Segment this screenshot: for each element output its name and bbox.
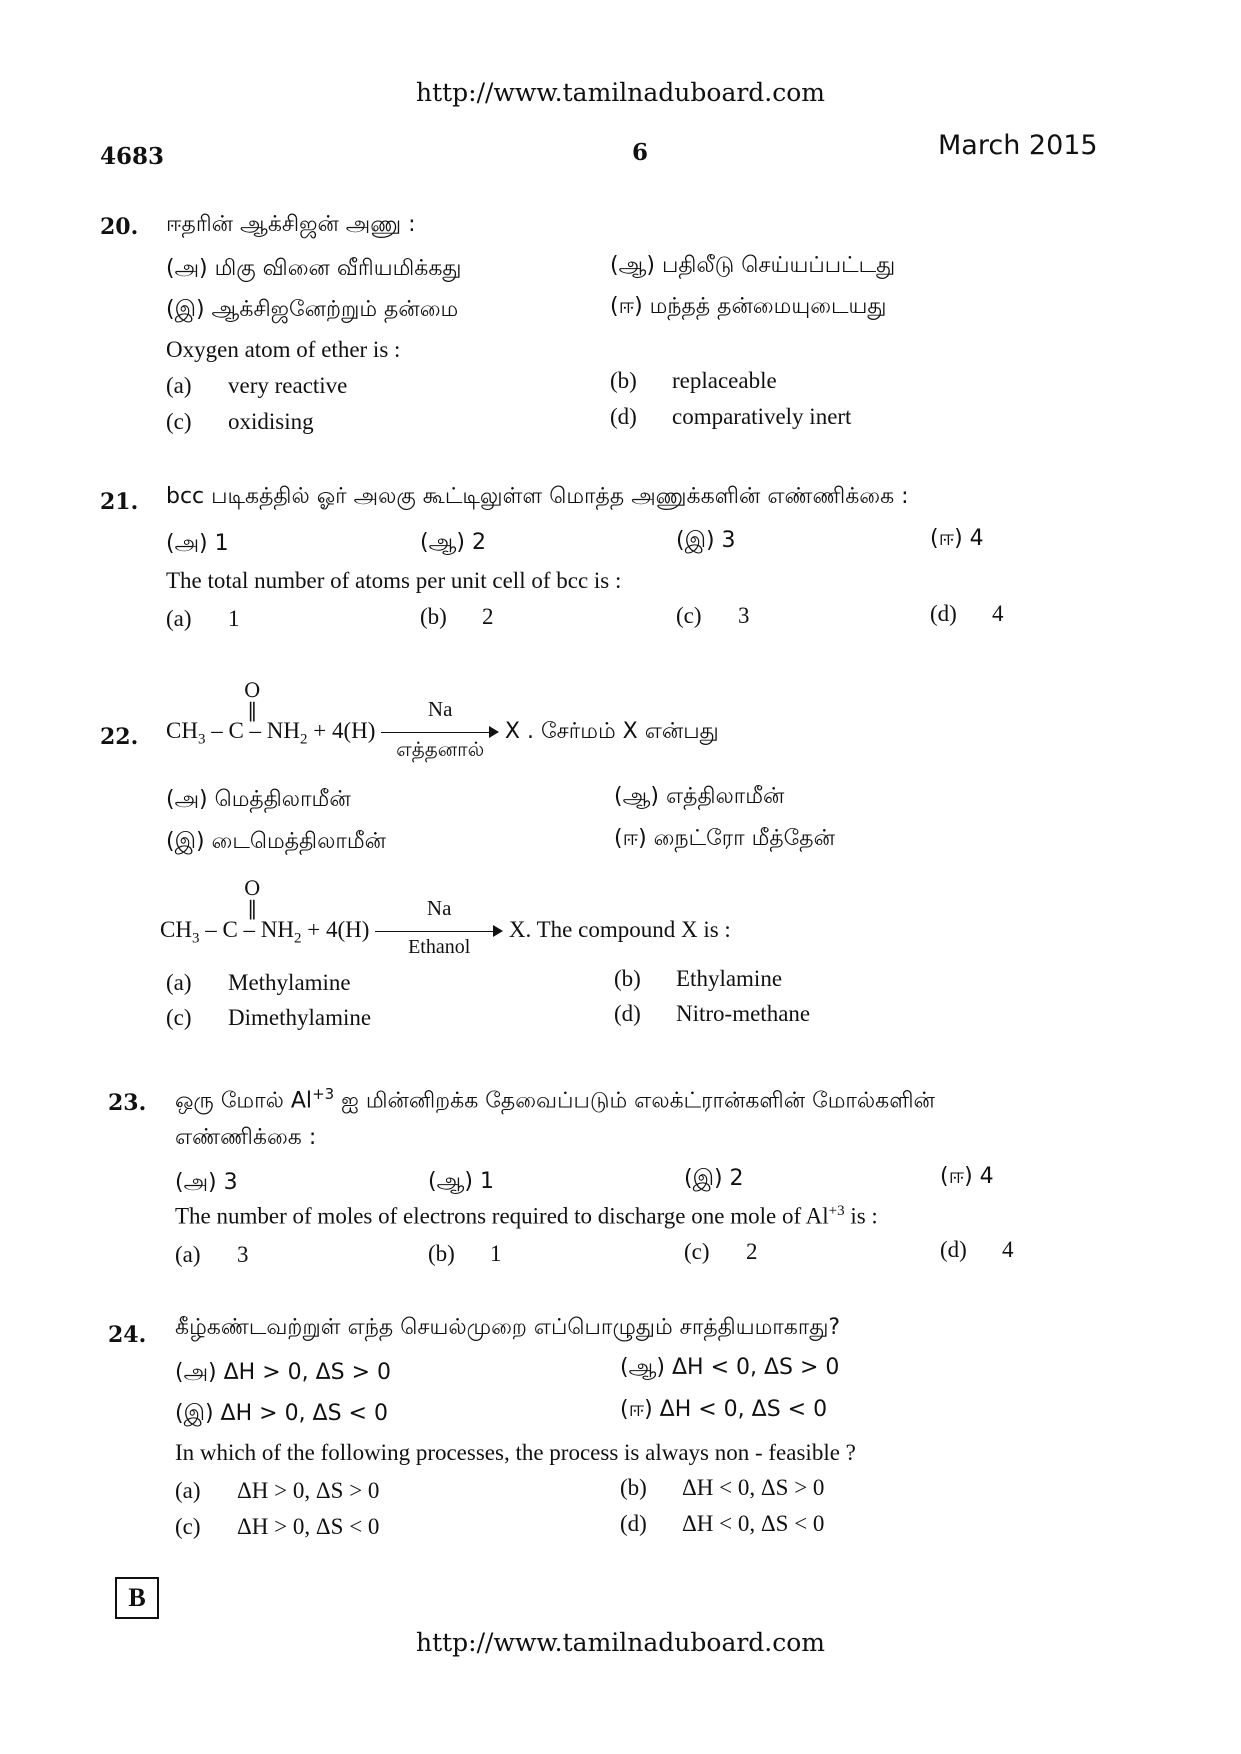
option-tamil-a: (அ) மிகு வினை வீரியமிக்கது	[166, 256, 462, 281]
option-b: (b) Ethylamine	[614, 966, 783, 991]
option-c: (c) 3	[676, 603, 750, 628]
option-tamil-b: (ஆ) எத்திலாமீன்	[614, 784, 785, 809]
option-tamil-d: (ஈ) ΔH < 0, ΔS < 0	[620, 1397, 828, 1422]
option-a: (a) 1	[166, 606, 240, 631]
bottom-url: http://www.tamilnaduboard.com	[415, 1628, 826, 1657]
question-text-tamil-line2: எண்ணிக்கை :	[175, 1125, 317, 1150]
option-tamil-b: (ஆ) ΔH < 0, ΔS > 0	[620, 1355, 840, 1380]
option-tamil-c: (இ) டைமெத்திலாமீன்	[166, 829, 386, 854]
option-c: (c) oxidising	[166, 409, 314, 434]
option-b: (b) 2	[420, 604, 494, 629]
option-c: (c) ΔH > 0, ΔS < 0	[175, 1514, 380, 1539]
question-text-tamil: கீழ்கண்டவற்றுள் எந்த செயல்முறை எப்பொழுதும் சாத்தியமாகாது?	[175, 1315, 841, 1340]
question-number: 22.	[100, 724, 139, 750]
option-tamil-d: (ஈ) மந்தத் தன்மையுடையது	[610, 294, 887, 319]
option-d: (d) 4	[940, 1237, 1014, 1262]
option-tamil-d: (ஈ) 4	[940, 1164, 994, 1189]
option-c: (c) Dimethylamine	[166, 1005, 372, 1030]
option-a: (a) ΔH > 0, ΔS > 0	[175, 1478, 380, 1503]
option-b: (b) ΔH < 0, ΔS > 0	[620, 1475, 825, 1500]
option-tamil-c: (இ) 3	[676, 528, 736, 553]
reaction-arrow: Na Ethanol	[375, 920, 503, 944]
option-tamil-c: (இ) 2	[684, 1166, 744, 1191]
question-text-english: Oxygen atom of ether is :	[166, 337, 401, 362]
booklet-version-box: B	[115, 1577, 159, 1619]
option-tamil-b: (ஆ) 1	[428, 1169, 494, 1194]
question-text-english: The number of moles of electrons required to discharge one mole of $Al^{+3}$ is :	[175, 1203, 878, 1229]
question-number: 21.	[100, 489, 139, 515]
option-b: (b) 1	[428, 1241, 502, 1266]
option-tamil-a: (அ) 1	[166, 531, 229, 556]
option-d: (d) Nitro-methane	[614, 1001, 811, 1026]
option-d: (d) ΔH < 0, ΔS < 0	[620, 1511, 825, 1536]
question-text-tamil: ஒரு மோல் $Al^{+3}$ ஐ மின்னிறக்க தேவைப்படும் எலக்ட்ரான்களின் மோல்களின்	[175, 1085, 935, 1114]
option-b: (b) replaceable	[610, 368, 777, 393]
question-text-english: In which of the following processes, the process is always non - feasible ?	[175, 1440, 856, 1465]
option-a: (a) very reactive	[166, 373, 348, 398]
reaction-equation-tamil: $CH_3 - C - NH_2 + 4(H)$ Na எத்தனால் X . சேர்மம் X என்பது	[166, 696, 719, 761]
question-text-tamil: ஈதரின் ஆக்சிஜன் அணு :	[166, 212, 416, 237]
option-tamil-c: (இ) ஆக்சிஜனேற்றும் தன்மை	[166, 297, 459, 322]
question-text-english: The total number of atoms per unit cell of bcc is :	[166, 568, 622, 593]
question-number: 23.	[108, 1090, 147, 1116]
option-a: (a) 3	[175, 1242, 249, 1267]
exam-session: March 2015	[938, 130, 1098, 161]
reaction-equation-english: $CH_3 - C - NH_2 + 4(H)$ Na Ethanol X. The compound X is :	[160, 895, 731, 958]
page-number: 6	[632, 139, 649, 166]
option-tamil-b: (ஆ) பதிலீடு செய்யப்பட்டது	[610, 253, 896, 278]
option-c: (c) 2	[684, 1239, 758, 1264]
option-a: (a) Methylamine	[166, 970, 351, 995]
option-tamil-d: (ஈ) நைட்ரோ மீத்தேன்	[614, 826, 835, 851]
question-number: 20.	[100, 214, 139, 240]
option-tamil-a: (அ) 3	[175, 1170, 238, 1195]
option-d: (d) 4	[930, 601, 1004, 626]
option-tamil-a: (அ) ΔH > 0, ΔS > 0	[175, 1360, 392, 1385]
top-url: http://www.tamilnaduboard.com	[415, 78, 826, 107]
carbonyl-oxygen: O ‖	[244, 876, 261, 920]
question-number: 24.	[108, 1322, 147, 1348]
reaction-arrow: Na எத்தனால்	[381, 721, 499, 745]
option-tamil-d: (ஈ) 4	[930, 526, 984, 551]
option-tamil-a: (அ) மெத்திலாமீன்	[166, 787, 351, 812]
question-text-tamil: bcc படிகத்தில் ஓர் அலகு கூட்டிலுள்ள மொத்த அணுக்களின் எண்ணிக்கை :	[166, 484, 909, 509]
paper-code: 4683	[100, 143, 165, 170]
option-tamil-c: (இ) ΔH > 0, ΔS < 0	[175, 1401, 388, 1426]
option-tamil-b: (ஆ) 2	[420, 530, 486, 555]
carbonyl-oxygen: O ‖	[244, 678, 261, 722]
option-d: (d) comparatively inert	[610, 404, 852, 429]
